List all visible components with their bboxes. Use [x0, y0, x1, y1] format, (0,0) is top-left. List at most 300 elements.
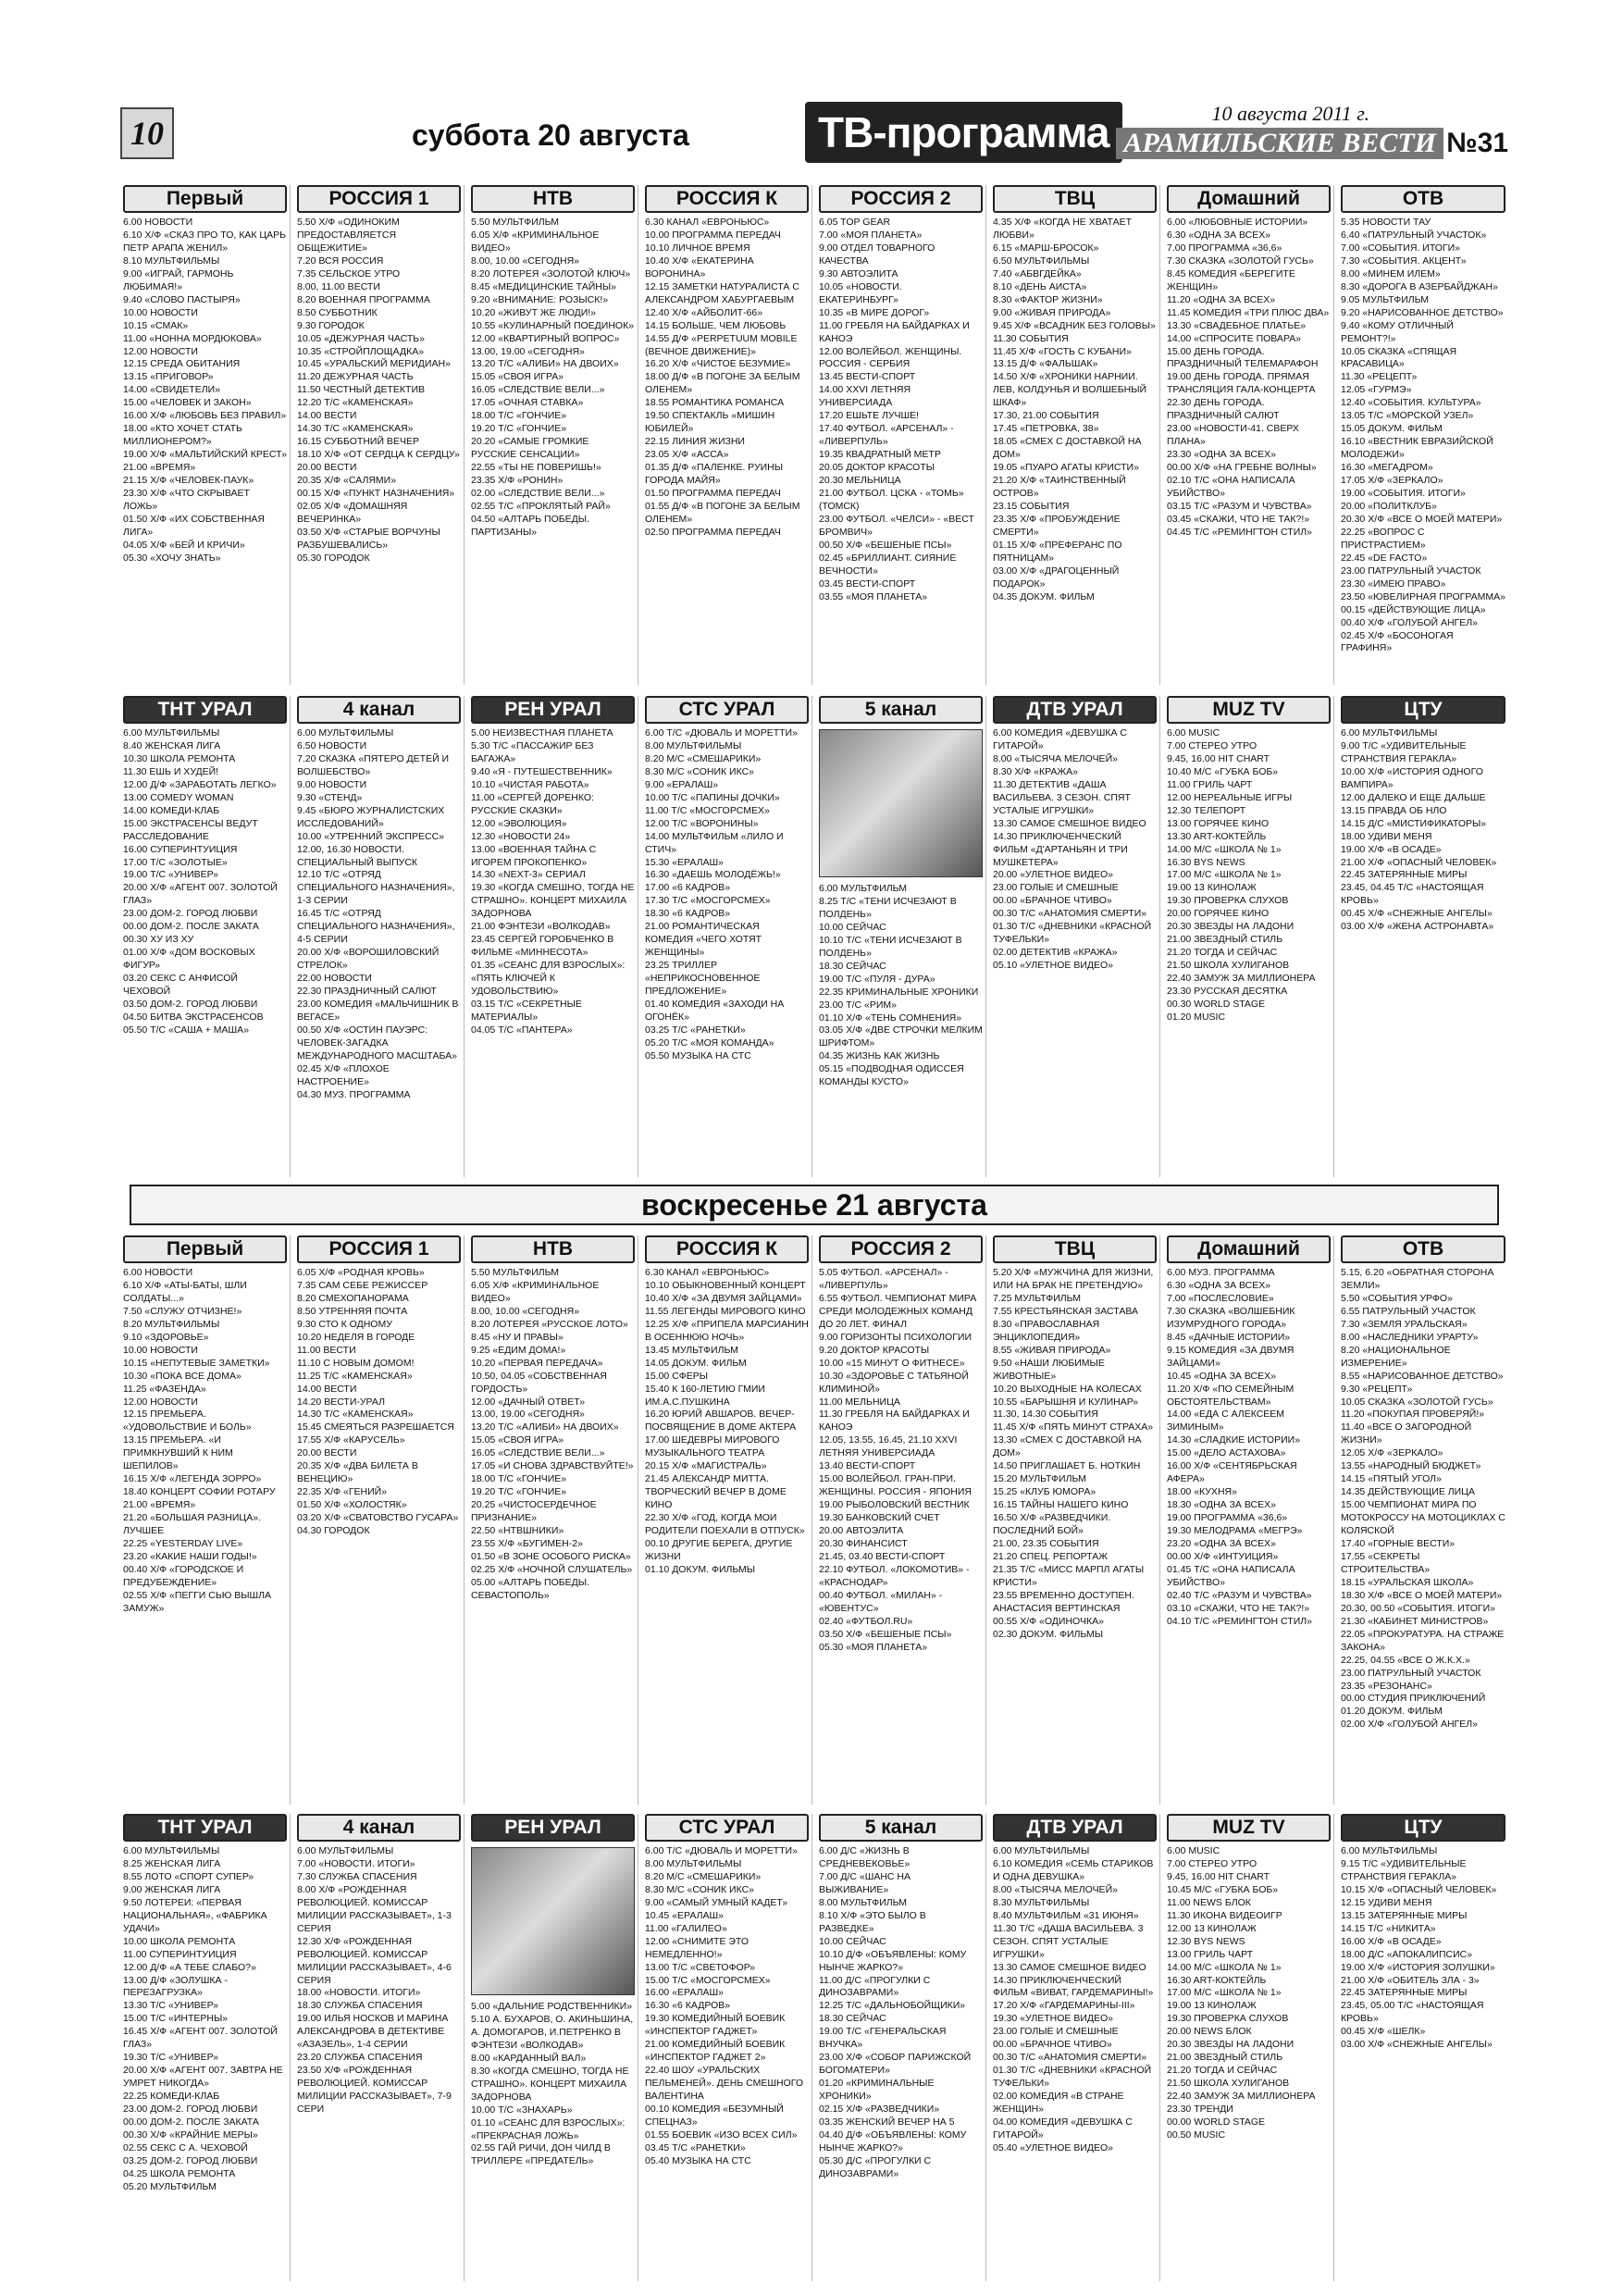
program-item: 8.00 МУЛЬТФИЛЬМ [819, 1896, 908, 1908]
program-item: 02.55 Х/Ф «ПЕГГИ СЬЮ ВЫШЛА ЗАМУЖ» [123, 1589, 272, 1614]
program-item: 01.20 ДОКУМ. ФИЛЬМ [1341, 1706, 1443, 1718]
program-item: 22.15 ЛИНИЯ ЖИЗНИ [645, 436, 745, 448]
channel-column [468, 696, 638, 1177]
program-item: 04.25 ШКОЛА РЕМОНТА [123, 2167, 236, 2179]
program-item: 6.05 Х/Ф «КРИМИНАЛЬНОЕ ВИДЕО» [471, 1279, 600, 1304]
program-item: 00.30 WORLD STAGE [1167, 999, 1266, 1011]
program-item: 9.50 «НАШИ ЛЮБИМЫЕ ЖИВОТНЫЕ» [993, 1357, 1105, 1382]
channel-column [990, 185, 1160, 685]
program-item: 03.45 ВЕСТИ-СПОРТ [819, 577, 916, 590]
program-item: 8.40 МУЛЬТФИЛЬМ «31 ИЮНЯ» [993, 1909, 1139, 1921]
program-item: 10.00 Х/Ф «ИСТОРИЯ ОДНОГО ВАМПИРА» [1341, 765, 1483, 790]
program-item: 23.50 Х/Ф «РОЖДЕННАЯ РЕВОЛЮЦИЕЙ. КОМИССАР МИЛИЦИИ РАССКАЗЫВАЕТ», 7-9 СЕРИ [297, 2065, 452, 2116]
program-item: 9.25 «ЕДИМ ДОМА!» [471, 1344, 566, 1356]
paper-date: 10 августа 2011 г. [1211, 102, 1369, 125]
program-item: 14.00 МУЛЬТФИЛЬМ «ЛИЛО И СТИЧ» [645, 830, 784, 855]
program-item: 01.10 ДОКУМ. ФИЛЬМЫ [645, 1563, 756, 1575]
program-item: 5.20 Х/Ф «МУЖЧИНА ДЛЯ ЖИЗНИ, ИЛИ НА БРАК НЕ ПРЕТЕНДУЮ» [993, 1267, 1154, 1291]
program-item: 20.35 Х/Ф «ДВА БИЛЕТА В ВЕНЕЦИЮ» [297, 1460, 418, 1485]
program-item: 13.00 ГОРЯЧЕЕ КИНО [1167, 817, 1270, 829]
program-item: 10.35 «В МИРЕ ДОРОГ» [819, 306, 930, 318]
channel-column [642, 1235, 812, 1805]
program-item: 15.00 «ДЕЛО АСТАХОВА» [1167, 1447, 1286, 1459]
program-item: 01.30 Т/С «ДНЕВНИКИ «КРАСНОЙ ТУФЕЛЬКИ» [993, 921, 1152, 946]
program-item: 00.50 MUSIC [1167, 2128, 1226, 2141]
program-item: 8.00 Х/Ф «РОЖДЕННАЯ РЕВОЛЮЦИЕЙ. КОМИССАР МИЛИЦИИ РАССКАЗЫВАЕТ», 1-3 СЕРИЯ [297, 1883, 452, 1934]
program-item: 8.20 ЛОТЕРЕЯ «ЗОЛОТОЙ КЛЮЧ» [471, 267, 631, 279]
program-item: 18.00 УДИВИ МЕНЯ [1341, 830, 1432, 842]
program-item: 23.15 СОБЫТИЯ [993, 500, 1070, 512]
program-item: 10.45 «УРАЛЬСКИЙ МЕРИДИАН» [297, 358, 451, 370]
program-item: 15.00 ДЕНЬ ГОРОДА. ПРАЗДНИЧНЫЙ ТЕЛЕМАРАФОН [1167, 345, 1319, 370]
program-item: 03.25 ДОМ-2. ГОРОД ЛЮБВИ [123, 2154, 258, 2166]
channel-column [1338, 696, 1508, 1177]
program-item: 23.30 «ИМЕЮ ПРАВО» [1341, 577, 1446, 590]
program-item: 04.50 БИТВА ЭКСТРАСЕНСОВ [123, 1011, 264, 1023]
program-item: 19.00 ИЛЬЯ НОСКОВ И МАРИНА АЛЕКСАНДРОВА В ДЕТЕКТИВЕ «АЗАЗЕЛЬ», 1-4 СЕРИИ [297, 2013, 449, 2051]
program-item: 7.25 МУЛЬТФИЛЬМ [993, 1292, 1082, 1304]
program-item: 5.50 Х/Ф «ОДИНОКИМ ПРЕДОСТАВЛЯЕТСЯ ОБЩЕЖИТИЕ» [297, 217, 400, 254]
program-item: 9.45 Х/Ф «ВСАДНИК БЕЗ ГОЛОВЫ» [993, 319, 1156, 331]
channel-logo: ЦТУ [1341, 696, 1505, 724]
program-item: 22.10 ФУТБОЛ. «ЛОКОМОТИВ» - «КРАСНОДАР» [819, 1563, 970, 1588]
program-list [993, 727, 1157, 973]
program-item: 19.00 ПРОГРАММА «36,6» [1167, 1512, 1288, 1524]
program-item: 10.05 СКАЗКА «ЗОЛОТОЙ ГУСЬ» [1341, 1396, 1493, 1408]
program-item: 12.25 Т/С «ДАЛЬНОБОЙЩИКИ» [819, 2000, 966, 2012]
program-item: 6.00 Т/С «ДЮВАЛЬ И МОРЕТТИ» [645, 1845, 798, 1856]
program-item: 20.00 «УЛЕТНОЕ ВИДЕО» [993, 869, 1114, 881]
channel-logo: 5 канал [819, 1814, 983, 1842]
program-item: 23.35 Х/Ф «ПРОБУЖДЕНИЕ СМЕРТИ» [993, 513, 1121, 538]
program-item: 20.00 ГОРЯЧЕЕ КИНО [1167, 908, 1270, 920]
program-item: 16.10 «ВЕСТНИК ЕВРАЗИЙСКОЙ МОЛОДЕЖИ» [1341, 436, 1493, 461]
program-item: 14.20 ВЕСТИ-УРАЛ [297, 1396, 385, 1408]
program-list [1341, 1845, 1505, 2052]
program-item: 6.00 НОВОСТИ [123, 217, 193, 228]
program-item: 22.25 «ВОПРОС С ПРИСТРАСТИЕМ» [1341, 526, 1426, 551]
program-item: 19.50 СПЕКТАКЛЬ «МИШИН ЮБИЛЕЙ» [645, 410, 775, 435]
program-item: 23.00 Т/С «РИМ» [819, 999, 897, 1011]
program-item: 13.40 ВЕСТИ-СПОРТ [819, 1460, 916, 1472]
program-item: 9.30 «СТЕНД» [297, 791, 363, 803]
program-item: 12.00 «КВАРТИРНЫЙ ВОПРОС» [471, 332, 620, 344]
program-item: 11.30 ИКОНА ВИДЕОИГР [1167, 1909, 1282, 1921]
channel-column [990, 1235, 1160, 1805]
program-item: 20.25 «ЧИСТОСЕРДЕЧНОЕ ПРИЗНАНИЕ» [471, 1499, 597, 1524]
program-item: 02.55 ГАЙ РИЧИ, ДОН ЧИЛД В ТРИЛЛЕРЕ «ПРЕДАТЕЛЬ» [471, 2142, 611, 2167]
program-item: 16.00 «ЕРАЛАШ» [645, 1987, 724, 1999]
program-item: 14.55 Д/Ф «PERPETUUM MOBILE (ВЕЧНОЕ ДВИЖЕНИЕ)» [645, 332, 798, 357]
program-item: 15.05 «СВОЯ ИГРА» [471, 1434, 564, 1446]
program-item: 10.00 НОВОСТИ [123, 1344, 198, 1356]
program-item: 21.00 КОМЕДИЙНЫЙ БОЕВИК «ИНСПЕКТОР ГАДЖЕТ 2» [645, 2039, 786, 2064]
program-item: 8.20 ЛОТЕРЕЯ «РУССКОЕ ЛОТО» [471, 1318, 628, 1330]
program-item: 03.50 ДОМ-2. ГОРОД ЛЮБВИ [123, 999, 258, 1011]
channel-logo: MUZ TV [1167, 696, 1331, 724]
page-header [120, 102, 1508, 167]
program-list [471, 1267, 635, 1603]
program-item: 19.00 ДЕНЬ ГОРОДА. ПРЯМАЯ ТРАНСЛЯЦИЯ ГАЛА-КОНЦЕРТА [1167, 371, 1316, 396]
program-item: 11.00 «НОННА МОРДЮКОВА» [123, 332, 262, 344]
program-item: 10.20 НЕДЕЛЯ В ГОРОДЕ [297, 1331, 415, 1343]
program-item: 14.35 ДЕЙСТВУЮЩИЕ ЛИЦА [1341, 1486, 1475, 1498]
program-item: 20.30 ЗВЕЗДЫ НА ЛАДОНИ [1167, 2039, 1295, 2051]
channel-logo: НТВ [471, 1235, 635, 1263]
program-item: 23.20 «ОДНА ЗА ВСЕХ» [1167, 1538, 1276, 1550]
program-item: 6.00 КОМЕДИЯ «ДЕВУШКА С ГИТАРОЙ» [993, 727, 1127, 751]
channel-logo: РЕН УРАЛ [471, 1814, 635, 1842]
channel-column [1338, 1235, 1508, 1805]
program-list [993, 1267, 1157, 1642]
program-item: 20.30, 00.50 «СОБЫТИЯ. ИТОГИ» [1341, 1602, 1495, 1614]
program-item: 6.00 НОВОСТИ [123, 1267, 193, 1278]
program-item: 22.40 ЗАМУЖ ЗА МИЛЛИОНЕРА [1167, 2091, 1316, 2103]
program-item: 11.00 Д/С «ПРОГУЛКИ С ДИНОЗАВРАМИ» [819, 1974, 931, 1999]
channel-logo: ТВЦ [993, 185, 1157, 213]
program-item: 19.30 ПРОВЕРКА СЛУХОВ [1167, 895, 1289, 907]
program-item: 11.30 ЕШЬ И ХУДЕЙ! [123, 765, 219, 777]
program-item: 20.35 Х/Ф «САЛЯМИ» [297, 475, 397, 487]
program-list [645, 1845, 809, 2168]
program-list [645, 1267, 809, 1577]
program-item: 10.00 Т/С «ЗНАХАРЬ» [471, 2104, 573, 2116]
program-photo [819, 729, 983, 877]
program-item: 19.30 БАНКОВСКИЙ СЧЕТ [819, 1512, 940, 1524]
program-item: 9.00 ЖЕНСКАЯ ЛИГА [123, 1883, 221, 1895]
program-item: 11.30 «РЕЦЕПТ» [1341, 371, 1418, 383]
program-item: 02.15 Х/Ф «РАЗВЕДЧИКИ» [819, 2104, 940, 2116]
program-item: 16.05 «СЛЕДСТВИЕ ВЕЛИ...» [471, 1447, 605, 1459]
program-item: 7.00 «СОБЫТИЯ. ИТОГИ» [1341, 242, 1461, 254]
program-item: 12.05 Х/Ф «ЗЕРКАЛО» [1341, 1447, 1443, 1459]
program-item: 04.50 «АЛТАРЬ ПОБЕДЫ. ПАРТИЗАНЫ» [471, 513, 589, 538]
program-item: 8.00 МУЛЬТФИЛЬМЫ [645, 1857, 742, 1869]
program-item: 00.45 Х/Ф «ШЕЛК» [1341, 2026, 1426, 2038]
program-item: 10.10 «ЧИСТАЯ РАБОТА» [471, 778, 589, 790]
program-item: 8.30 «ФАКТОР ЖИЗНИ» [993, 293, 1103, 305]
program-item: 13.30 «СМЕХ С ДОСТАВКОЙ НА ДОМ» [993, 1434, 1142, 1459]
program-item: 10.20 ВЫХОДНЫЕ НА КОЛЕСАХ [993, 1383, 1142, 1395]
program-item: 23.05 Х/Ф «АССА» [645, 449, 729, 461]
program-item: 17.30, 21.00 СОБЫТИЯ [993, 410, 1099, 422]
channel-column [1164, 696, 1334, 1177]
program-item: 10.30 ШКОЛА РЕМОНТА [123, 752, 236, 764]
channel-logo: РОССИЯ 1 [297, 1235, 461, 1263]
program-item: 6.00 МУЛЬТФИЛЬМЫ [1341, 1845, 1438, 1856]
program-item: 01.20 MUSIC [1167, 1011, 1226, 1023]
program-item: 10.00 ПРОГРАММА ПЕРЕДАЧ [645, 229, 781, 241]
program-item: 17.00 Т/С «ЗОЛОТЫЕ» [123, 856, 228, 868]
program-item: 16.30 «МЕГАДРОМ» [1341, 462, 1433, 474]
program-item: 21.30 «КАБИНЕТ МИНИСТРОВ» [1341, 1615, 1489, 1627]
program-item: 11.20 ДЕЖУРНАЯ ЧАСТЬ [297, 371, 414, 383]
program-item: 9.40 «СЛОВО ПАСТЫРЯ» [123, 293, 241, 305]
program-item: 21.35 Т/С «МИСС МАРПЛ АГАТЫ КРИСТИ» [993, 1563, 1145, 1588]
channel-logo: Первый [123, 185, 287, 213]
program-item: 16.00 СУПЕРИНТУИЦИЯ [123, 843, 238, 855]
program-item: 00.55 Х/Ф «ОДИНОЧКА» [993, 1615, 1104, 1627]
channel-logo: 4 канал [297, 1814, 461, 1842]
program-item: 01.00 Х/Ф «ДОМ ВОСКОВЫХ ФИГУР» [123, 947, 255, 972]
program-item: 03.15 Т/С «РАЗУМ И ЧУВСТВА» [1167, 500, 1312, 512]
program-item: 10.10 ЛИЧНОЕ ВРЕМЯ [645, 242, 750, 254]
program-item: 12.00 НЕРЕАЛЬНЫЕ ИГРЫ [1167, 791, 1293, 803]
program-item: 12.30 ТЕЛЕПОРТ [1167, 804, 1246, 816]
program-item: 14.00 «СПРОСИТЕ ПОВАРА» [1167, 332, 1302, 344]
program-item: 21.00 ФУТБОЛ. ЦСКА - «ТОМЬ» (ТОМСК) [819, 488, 964, 512]
program-item: 00.50 Х/Ф «БЕШЕНЫЕ ПСЫ» [819, 539, 952, 551]
program-item: 22.45 ЗАТЕРЯННЫЕ МИРЫ [1341, 869, 1468, 881]
program-item: 18.00 «КТО ХОЧЕТ СТАТЬ МИЛЛИОНЕРОМ?» [123, 423, 242, 448]
program-item: 19.00 13 КИНОЛАЖ [1167, 2000, 1257, 2012]
channel-column [120, 185, 291, 685]
program-item: 12.15 УДИВИ МЕНЯ [1341, 1896, 1432, 1908]
header-date: суббота 20 августа [412, 118, 689, 152]
program-item: 7.00 ПРОГРАММА «36,6» [1167, 242, 1282, 254]
channel-column [990, 1814, 1160, 2281]
program-item: 11.25 Т/С «КАМЕНСКАЯ» [297, 1370, 413, 1382]
program-item: 12.30 Х/Ф «РОЖДЕННАЯ РЕВОЛЮЦИЕЙ. КОМИССАР МИЛИЦИИ РАССКАЗЫВАЕТ», 4-6 СЕРИЯ [297, 1935, 452, 1986]
program-item: 17.05 «И СНОВА ЗДРАВСТВУЙТЕ!» [471, 1460, 634, 1472]
program-list [819, 1267, 983, 1655]
program-item: 22.25 «YESTERDAY LIVE» [123, 1538, 243, 1550]
program-item: 6.00 MUSIC [1167, 727, 1220, 738]
channel-logo: 5 канал [819, 696, 983, 724]
program-item: 02.50 ПРОГРАММА ПЕРЕДАЧ [645, 526, 781, 538]
program-item: 17.05 Х/Ф «ЗЕРКАЛО» [1341, 475, 1443, 487]
channel-logo: ТНТ УРАЛ [123, 1814, 287, 1842]
program-item: 12.20 Т/С «КАМЕНСКАЯ» [297, 397, 414, 409]
channel-column [120, 1814, 291, 2281]
program-item: 5.30 Т/С «ПАССАЖИР БЕЗ БАГАЖА» [471, 739, 594, 764]
program-item: 11.45 КОМЕДИЯ «ТРИ ПЛЮС ДВА» [1167, 306, 1330, 318]
program-item: 11.45 Х/Ф «ПЯТЬ МИНУТ СТРАХА» [993, 1421, 1154, 1433]
program-item: 03.20 СЕКС С АНФИСОЙ ЧЕХОВОЙ [123, 973, 238, 998]
channel-logo: Домашний [1167, 1235, 1331, 1263]
program-item: 14.30 ПРИКЛЮЧЕНЧЕСКИЙ ФИЛЬМ «Д'АРТАНЬЯН И ТРИ МУШКЕТЕРА» [993, 830, 1128, 868]
channel-column [1338, 1814, 1508, 2281]
channel-column [1164, 185, 1334, 685]
program-item: 22.05 «ПРОКУРАТУРА. НА СТРАЖЕ ЗАКОНА» [1341, 1628, 1505, 1653]
program-item: 19.20 Т/С «ГОНЧИЕ» [471, 423, 567, 435]
program-item: 18.00 Т/С «ГОНЧИЕ» [471, 1473, 567, 1485]
program-item: 16.00 Х/Ф «В ОСАДЕ» [1341, 1935, 1442, 1947]
program-item: 18.30 СЕЙЧАС [819, 960, 886, 972]
program-item: 03.20 Х/Ф «СВАТОВСТВО ГУСАРА» [297, 1512, 459, 1524]
program-item: 00.10 КОМЕДИЯ «БЕЗУМНЫЙ СПЕЦНАЗ» [645, 2104, 784, 2128]
program-list [1341, 727, 1505, 934]
program-item: 03.45 «СКАЖИ, ЧТО НЕ ТАК?!» [1167, 513, 1310, 525]
program-item: 7.00 СТЕРЕО УТРО [1167, 1857, 1258, 1869]
program-item: 8.20 МУЛЬТФИЛЬМЫ [123, 1318, 220, 1330]
program-item: 13.30 ART-КОКТЕЙЛЬ [1167, 830, 1267, 842]
program-item: 22.00 НОВОСТИ [297, 973, 372, 985]
program-item: 9.20 «НАРИСОВАННОЕ ДЕТСТВО» [1341, 306, 1504, 318]
program-item: 10.45 «ОДНА ЗА ВСЕХ» [1167, 1370, 1276, 1382]
program-item: 01.50 Х/Ф «ХОЛОСТЯК» [297, 1499, 407, 1511]
program-item: 03.45 Т/С «РАНЕТКИ» [645, 2141, 746, 2153]
program-item: 22.40 ШОУ «УРАЛЬСКИХ ПЕЛЬМЕНЕЙ». ДЕНЬ СМЕШНОГО ВАЛЕНТИНА [645, 2065, 804, 2103]
program-item: 21.50 ШКОЛА ХУЛИГАНОВ [1167, 2078, 1290, 2090]
program-item: 6.50 НОВОСТИ [297, 739, 367, 751]
program-item: 9.50 ЛОТЕРЕИ: «ПЕРВАЯ НАЦИОНАЛЬНАЯ», «ФАБРИКА УДАЧИ» [123, 1896, 267, 1934]
program-item: 10.10 Д/Ф «ОБЪЯВЛЕНЫ: КОМУ НЫНЧЕ ЖАРКО?» [819, 1948, 967, 1973]
program-item: 16.15 ТАЙНЫ НАШЕГО КИНО [993, 1499, 1129, 1511]
program-item: 21.00 ЗВЕЗДНЫЙ СТИЛЬ [1167, 2052, 1283, 2064]
program-item: 10.00 СЕЙЧАС [819, 1935, 886, 1947]
program-item: 01.35 «СЕАНС ДЛЯ ВЗРОСЛЫХ»: «ПЯТЬ КЛЮЧЕЙ К УДОВОЛЬСТВИЮ» [471, 960, 626, 998]
program-item: 6.10 Х/Ф «АТЫ-БАТЫ, ШЛИ СОЛДАТЫ...» [123, 1279, 247, 1304]
program-item: 9.05 МУЛЬТФИЛЬМ [1341, 293, 1430, 305]
program-list [471, 217, 635, 540]
program-item: 12.15 ЗАМЕТКИ НАТУРАЛИСТА С АЛЕКСАНДРОМ ХАБУРГАЕВЫМ [645, 280, 799, 305]
program-item: 8.30 «ДОРОГА В АЗЕРБАЙДЖАН» [1341, 280, 1498, 292]
program-item: 11.55 ЛЕГЕНДЫ МИРОВОГО КИНО [645, 1305, 806, 1317]
channel-logo: ДТВ УРАЛ [993, 1814, 1157, 1842]
program-item: 9.40 «КОМУ ОТЛИЧНЫЙ РЕМОНТ?!» [1341, 319, 1454, 344]
program-item: 10.05 «НОВОСТИ. ЕКАТЕРИНБУРГ» [819, 280, 902, 305]
program-item: 11.30 ДЕТЕКТИВ «ДАША ВАСИЛЬЕВА. 3 СЕЗОН. СПЯТ УСТАЛЫЕ ИГРУШКИ» [993, 778, 1131, 816]
program-item: 23.00 Х/Ф «СОБОР ПАРИЖСКОЙ БОГОМАТЕРИ» [819, 2052, 972, 2077]
program-item: 20.30 ФИНАНСИСТ [819, 1538, 908, 1550]
program-item: 8.45 «НУ И ПРАВЫ» [471, 1331, 564, 1343]
program-item: 05.30 «ХОЧУ ЗНАТЬ» [123, 552, 221, 564]
program-item: 9.00 ГОРИЗОНТЫ ПСИХОЛОГИИ [819, 1331, 972, 1343]
program-item: 11.25 «ФАЗЕНДА» [123, 1383, 206, 1395]
program-item: 03.50 Х/Ф «БЕШЕНЫЕ ПСЫ» [819, 1628, 952, 1640]
channel-logo: РОССИЯ К [645, 185, 809, 213]
program-item: 16.15 СУББОТНИЙ ВЕЧЕР [297, 436, 419, 448]
program-item: 20.15 Х/Ф «МАГИСТРАЛЬ» [645, 1460, 767, 1472]
sunday-row-2 [120, 1814, 1508, 2281]
program-item: 13.45 ВЕСТИ-СПОРТ [819, 371, 916, 383]
program-list [471, 2001, 635, 2168]
program-item: 13.15 «ПРИГОВОР» [123, 371, 214, 383]
program-item: 18.00 «НОВОСТИ. ИТОГИ» [297, 1987, 421, 1999]
program-item: 17.55 «СЕКРЕТЫ СТРОИТЕЛЬСТВА» [1341, 1550, 1431, 1575]
channel-logo: НТВ [471, 185, 635, 213]
program-list [471, 727, 635, 1037]
program-item: 21.00 Х/Ф «ОБИТЕЛЬ ЗЛА - 3» [1341, 1974, 1480, 1986]
program-item: 21.20 ТОГДА И СЕЙЧАС [1167, 947, 1278, 959]
program-item: 18.30 СЛУЖБА СПАСЕНИЯ [297, 2000, 423, 2012]
program-item: 23.00 ГОЛЫЕ И СМЕШНЫЕ [993, 882, 1119, 894]
program-item: 03.15 Т/С «СЕКРЕТНЫЕ МАТЕРИАЛЫ» [471, 999, 582, 1023]
program-item: 23.45 СЕРГЕЙ ГОРОБЧЕНКО В ФИЛЬМЕ «МИННЕСОТА» [471, 934, 614, 959]
program-item: 01.30 Т/С «ДНЕВНИКИ «КРАСНОЙ ТУФЕЛЬКИ» [993, 2065, 1152, 2090]
program-item: 12.25 Х/Ф «ПРИПЕЛА МАРСИАНИН В ОСЕННЮЮ НОЧЬ» [645, 1318, 809, 1343]
program-item: 12.00 13 КИНОЛАЖ [1167, 1922, 1257, 1934]
program-item: 15.00 Т/С «МОСГОРСМЕХ» [645, 1974, 771, 1986]
program-item: 22.30 ПРАЗДНИЧНЫЙ САЛЮТ [297, 986, 437, 998]
program-item: 14.15 «ПЯТЫЙ УГОЛ» [1341, 1473, 1442, 1485]
program-item: 23.30 РУССКАЯ ДЕСЯТКА [1167, 986, 1288, 998]
program-item: 7.30 СКАЗКА «ЗОЛОТОЙ ГУСЬ» [1167, 254, 1314, 267]
program-item: 20.00 «ПОЛИТКЛУБ» [1341, 500, 1437, 512]
channel-logo: ОТВ [1341, 1235, 1505, 1263]
program-item: 9.15 КОМЕДИЯ «ЗА ДВУМЯ ЗАЙЦАМИ» [1167, 1344, 1295, 1369]
program-item: 15.00 ЧЕМПИОНАТ МИРА ПО МОТОКРОССУ НА МОТОЦИКЛАХ С КОЛЯСКОЙ [1341, 1499, 1505, 1537]
program-item: 21.20 «БОЛЬШАЯ РАЗНИЦА». ЛУЧШЕЕ [123, 1512, 261, 1537]
program-item: 12.05, 13.55, 16.45, 21.10 XXVI ЛЕТНЯЯ УНИВЕРСИАДА [819, 1434, 958, 1459]
program-item: 16.30 BYS NEWS [1167, 856, 1245, 868]
program-item: 14.00 ВЕСТИ [297, 1383, 357, 1395]
program-item: 05.20 МУЛЬТФИЛЬМ [123, 2180, 217, 2192]
program-item: 01.35 Д/Ф «ПАЛЕНКЕ. РУИНЫ ГОРОДА МАЙЯ» [645, 462, 784, 487]
program-item: 12.00 ДАЛЕКО И ЕЩЕ ДАЛЬШЕ [1341, 791, 1486, 803]
program-item: 10.10 ОБЫКНОВЕННЫЙ КОНЦЕРТ [645, 1279, 806, 1291]
program-item: 00.45 Х/Ф «СНЕЖНЫЕ АНГЕЛЫ» [1341, 908, 1493, 920]
program-item: 00.40 Х/Ф «ГОЛУБОЙ АНГЕЛ» [1341, 616, 1478, 628]
program-item: 04.30 ГОРОДОК [297, 1525, 370, 1537]
program-item: 9.30 «РЕЦЕПТ» [1341, 1383, 1413, 1395]
program-item: 10.40 Х/Ф «ЗА ДВУМЯ ЗАЙЦАМИ» [645, 1292, 802, 1304]
program-item: 13.20 Т/С «АЛИБИ» НА ДВОИХ» [471, 1421, 619, 1433]
program-item: 6.10 Х/Ф «СКАЗ ПРО ТО, КАК ЦАРЬ ПЕТР АРАПА ЖЕНИЛ» [123, 229, 287, 254]
program-item: 10.15 «НЕПУТЕВЫЕ ЗАМЕТКИ» [123, 1357, 270, 1369]
program-item: 19.20 Т/С «ГОНЧИЕ» [471, 1486, 567, 1498]
program-item: 02.55 СЕКС С А. ЧЕХОВОЙ [123, 2141, 248, 2153]
program-item: 16.45 Т/С «ОТРЯД СПЕЦИАЛЬНОГО НАЗНАЧЕНИЯ», 4-5 СЕРИИ [297, 908, 455, 946]
issue-number: №31 [1446, 128, 1508, 158]
program-item: 5.00 «ДАЛЬНИЕ РОДСТВЕННИКИ» [471, 2001, 633, 2012]
program-list [1167, 727, 1331, 1024]
program-item: 10.30 «ПОКА ВСЕ ДОМА» [123, 1370, 242, 1382]
program-item: 6.30 КАНАЛ «ЕВРОНЬЮС» [645, 1267, 770, 1278]
program-item: 6.05 Х/Ф «КРИМИНАЛЬНОЕ ВИДЕО» [471, 229, 600, 254]
program-item: 9.20 «ВНИМАНИЕ: РОЗЫСК!» [471, 293, 609, 305]
program-item: 16.50 Х/Ф «РАЗВЕДЧИКИ. ПОСЛЕДНИЙ БОЙ» [993, 1512, 1111, 1537]
program-item: 8.00, 10.00 «СЕГОДНЯ» [471, 1305, 580, 1317]
program-item: 01.50 «В ЗОНЕ ОСОБОГО РИСКА» [471, 1550, 631, 1562]
program-item: 6.10 КОМЕДИЯ «СЕМЬ СТАРИКОВ И ОДНА ДЕВУШКА» [993, 1857, 1154, 1882]
program-item: 11.20 «ПОКУПАЯ ПРОВЕРЯЙ!» [1341, 1409, 1485, 1421]
channel-logo: MUZ TV [1167, 1814, 1331, 1842]
program-item: 11.00 «ГАЛИЛЕО» [645, 1922, 727, 1934]
channel-logo: РОССИЯ 1 [297, 185, 461, 213]
program-item: 9.00 ОТДЕЛ ТОВАРНОГО КАЧЕСТВА [819, 242, 935, 267]
program-item: 11.00 NEWS БЛОК [1167, 1896, 1251, 1908]
program-item: 11.00 ГРИЛЬ ЧАРТ [1167, 778, 1253, 790]
program-item: 7.35 САМ СЕБЕ РЕЖИССЕР [297, 1279, 428, 1291]
program-item: 9.30 ГОРОДОК [297, 319, 365, 331]
program-item: 10.15 «СМАК» [123, 319, 189, 331]
program-list [297, 1845, 461, 2116]
program-item: 10.05 СКАЗКА «СПЯЩАЯ КРАСАВИЦА» [1341, 345, 1457, 370]
channel-column [120, 696, 291, 1177]
program-item: 00.00 СТУДИЯ ПРИКЛЮЧЕНИЙ [1341, 1693, 1486, 1705]
program-item: 11.30 Т/С «ДАША ВАСИЛЬЕВА. 3 СЕЗОН. СПЯТ УСТАЛЫЕ ИГРУШКИ» [993, 1922, 1144, 1960]
channel-column [294, 185, 465, 685]
program-item: 11.00 ВЕСТИ [297, 1344, 356, 1356]
program-item: 11.50 ЧЕСТНЫЙ ДЕТЕКТИВ [297, 384, 426, 396]
program-item: 9.30 СТО К ОДНОМУ [297, 1318, 392, 1330]
program-item: 00.30 Т/С «АНАТОМИЯ СМЕРТИ» [993, 2052, 1147, 2064]
program-item: 8.40 ЖЕНСКАЯ ЛИГА [123, 739, 221, 751]
channel-column [120, 1235, 291, 1805]
program-item: 20.30 Х/Ф «ВСЕ О МОЕЙ МАТЕРИ» [1341, 513, 1503, 525]
program-item: 5.10 А. БУХАРОВ, О. АКИНЬШИНА, А. ДОМОГАРОВ, И.ПЕТРЕНКО В ФЭНТЕЗИ «ВОЛКОДАВ» [471, 2013, 634, 2051]
program-item: 23.00 ГОЛЫЕ И СМЕШНЫЕ [993, 2026, 1119, 2038]
program-item: 18.05 «СМЕХ С ДОСТАВКОЙ НА ДОМ» [993, 436, 1142, 461]
program-item: 15.25 «КЛУБ ЮМОРА» [993, 1486, 1096, 1498]
program-item: 9.00 «ЖИВАЯ ПРИРОДА» [993, 306, 1111, 318]
program-item: 05.30 ГОРОДОК [297, 552, 370, 564]
program-item: 13.00 ГРИЛЬ ЧАРТ [1167, 1948, 1254, 1960]
program-item: 22.25 КОМЕДИ-КЛАБ [123, 2091, 220, 2103]
program-list [645, 217, 809, 540]
